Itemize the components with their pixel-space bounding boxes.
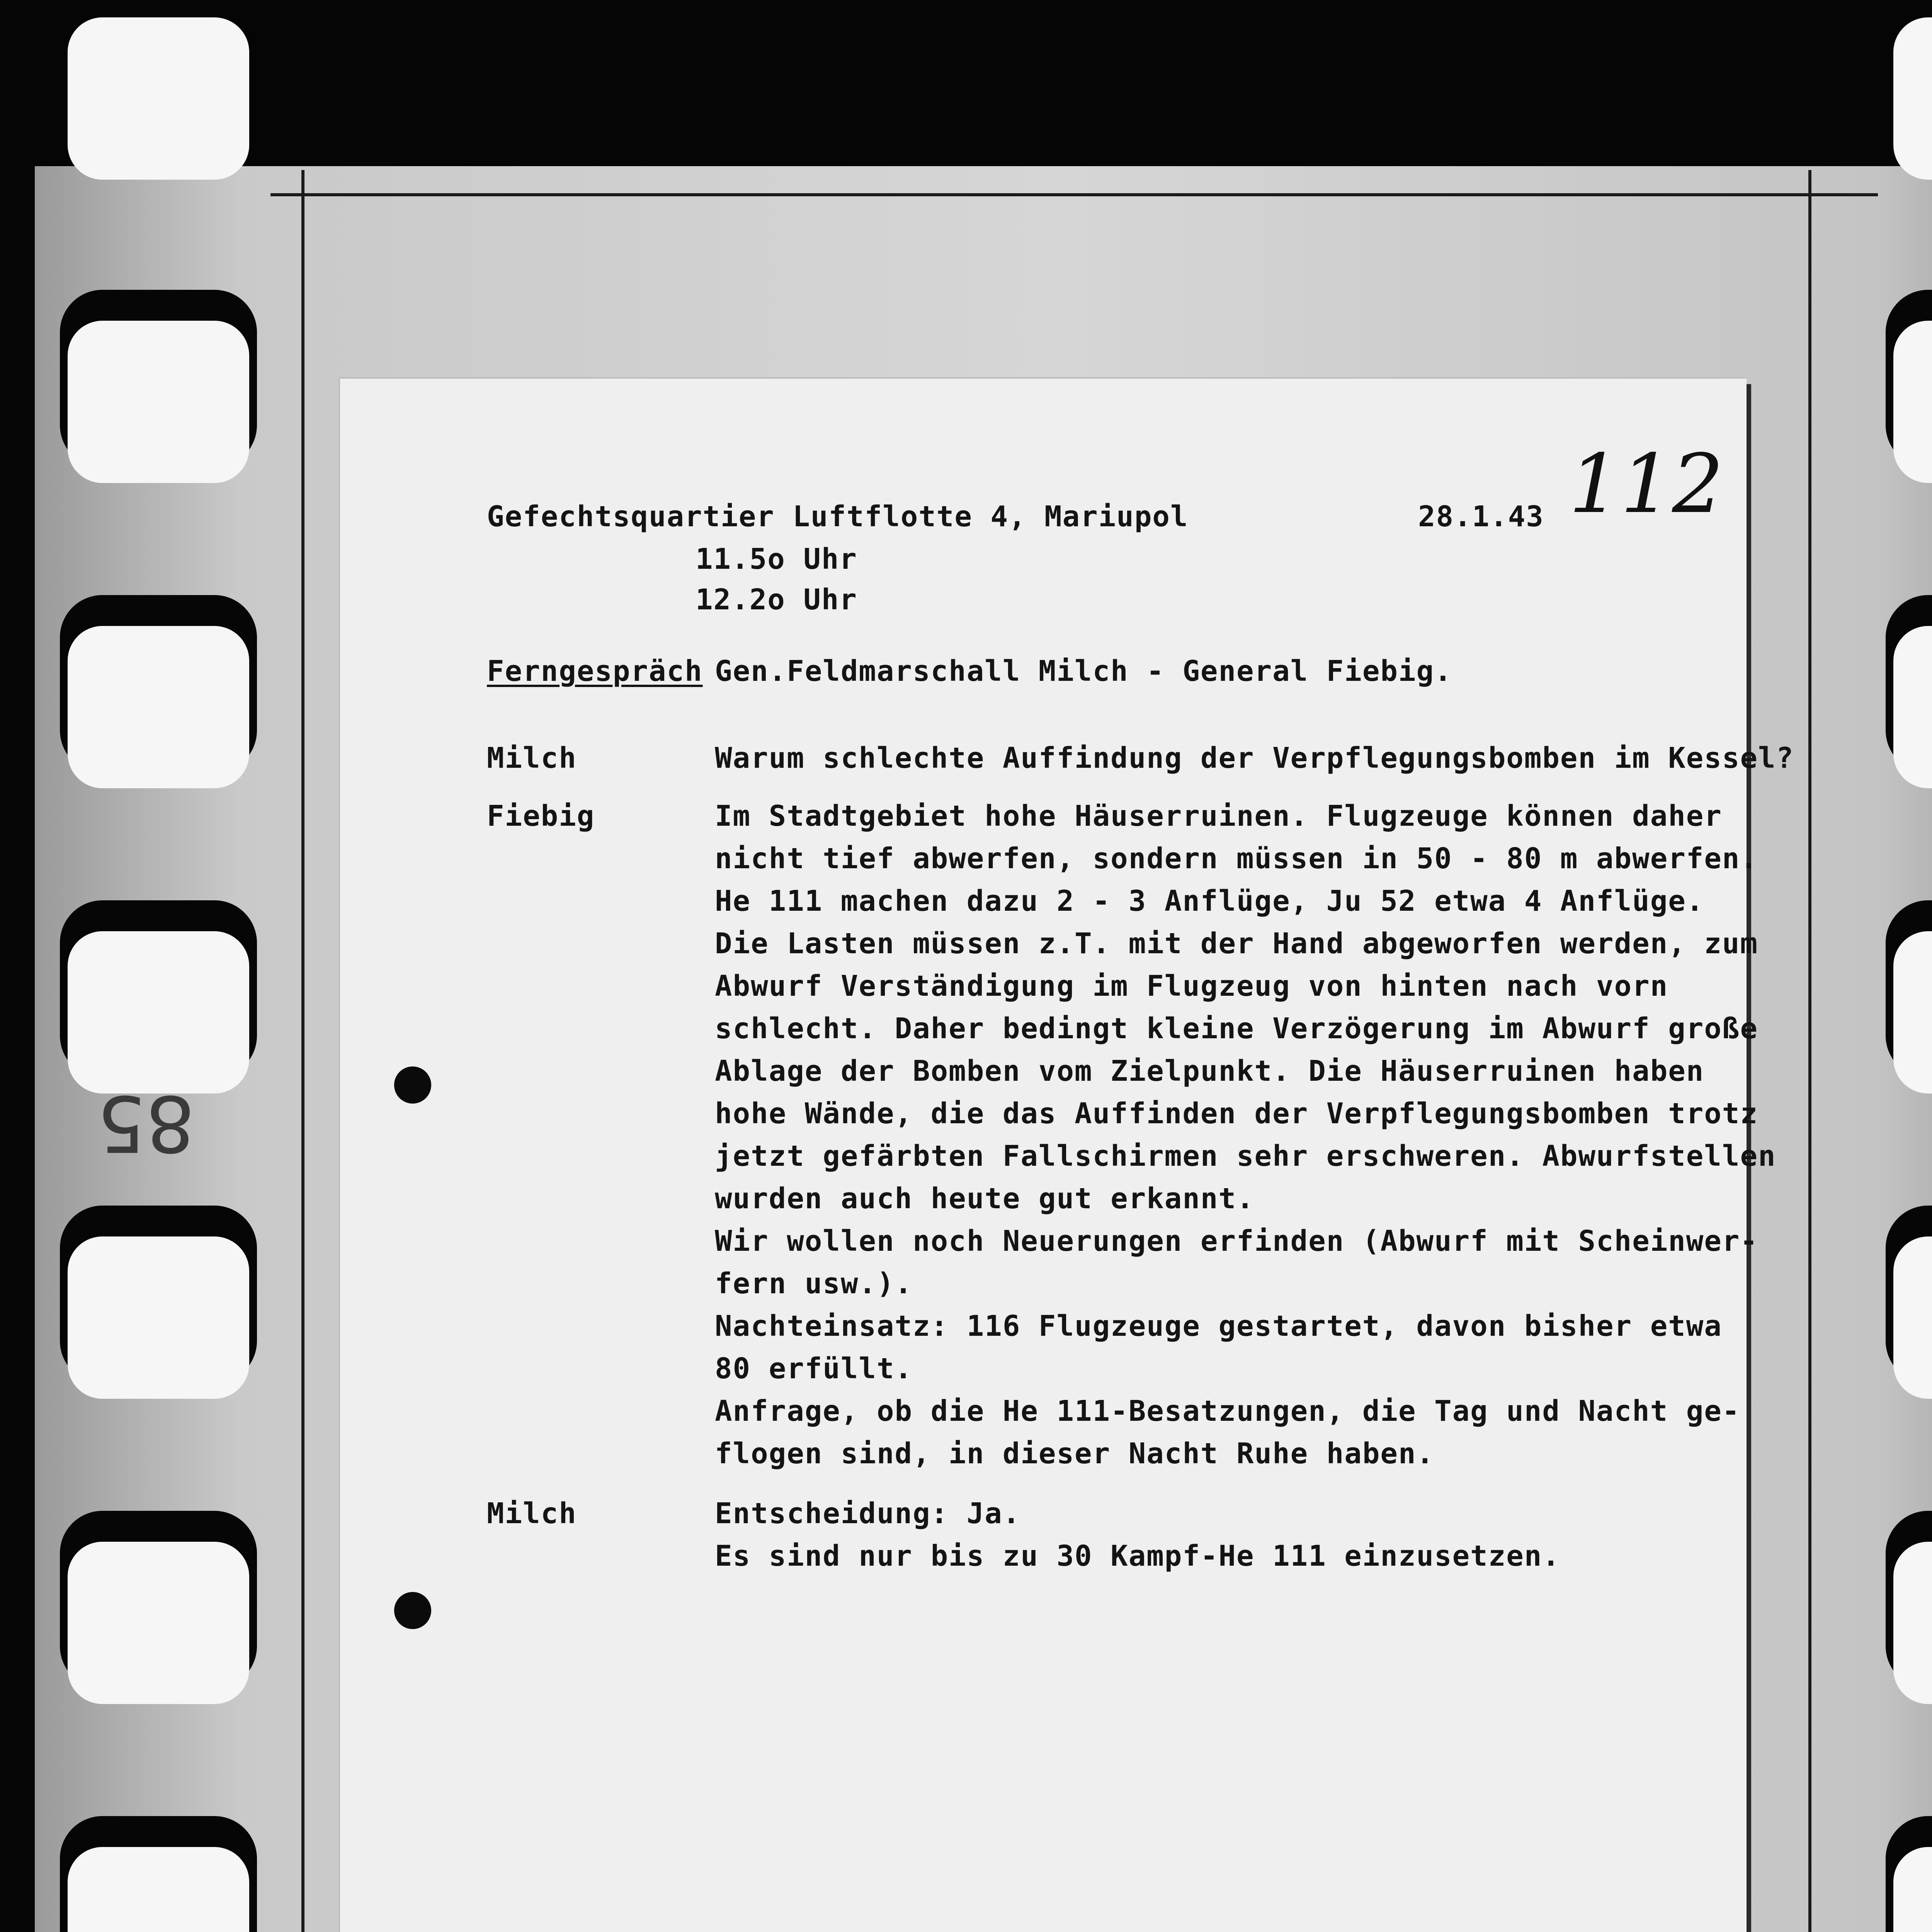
frame-border-left: [301, 170, 304, 1932]
sprocket-hole: [1893, 931, 1932, 1094]
dialogue-line: flogen sind, in dieser Nacht Ruhe haben.: [715, 1437, 1435, 1470]
dialogue-line: Anfrage, ob die He 111-Besatzungen, die Tag und Nacht ge-: [715, 1395, 1740, 1428]
dialogue-line: Entscheidung: Ja.: [715, 1497, 1021, 1530]
subject-text: Gen.Feldmarschall Milch - General Fiebig.: [715, 655, 1452, 688]
dialogue-line: He 111 machen dazu 2 - 3 Anflüge, Ju 52 etwa 4 Anflüge.: [715, 884, 1704, 918]
frame-border-top: [270, 193, 1878, 196]
handwritten-page-number: 112: [1569, 437, 1724, 531]
sprocket-hole: [68, 1236, 249, 1399]
sprocket-hole: [68, 1542, 249, 1704]
sprocket-hole: [1893, 1236, 1932, 1399]
sprocket-hole: [1893, 321, 1932, 483]
subject-label: Ferngespräch: [487, 655, 703, 688]
dialogue-line: hohe Wände, die das Auffinden der Verpflegungsbomben trotz: [715, 1097, 1759, 1130]
frame-border-right: [1808, 170, 1811, 1932]
dialogue-line: Warum schlechte Auffindung der Verpflegungsbomben im Kessel?: [715, 742, 1794, 775]
header-date: 28.1.43: [1418, 500, 1544, 533]
sprocket-hole: [1893, 1542, 1932, 1704]
dialogue-line: wurden auch heute gut erkannt.: [715, 1182, 1255, 1215]
dialogue-line: Die Lasten müssen z.T. mit der Hand abgeworfen werden, zum: [715, 927, 1759, 960]
speaker-name: Milch: [487, 742, 577, 775]
dialogue-line: Wir wollen noch Neuerungen erfinden (Abwurf mit Scheinwer-: [715, 1225, 1759, 1258]
sprocket-hole: [68, 321, 249, 483]
sprocket-hole: [68, 626, 249, 788]
dialogue-line: fern usw.).: [715, 1267, 913, 1300]
sprocket-hole: [68, 1847, 249, 1932]
dialogue-line: Im Stadtgebiet hohe Häuserruinen. Flugzeuge können daher: [715, 799, 1722, 833]
sprocket-hole: [68, 931, 249, 1094]
dialogue-line: schlecht. Daher bedingt kleine Verzögerung im Abwurf große: [715, 1012, 1759, 1045]
film-margin-number: 85: [97, 1078, 195, 1168]
dialogue-line: 80 erfüllt.: [715, 1352, 913, 1385]
header-place: Gefechtsquartier Luftflotte 4, Mariupol: [487, 500, 1189, 533]
punch-hole: [394, 1066, 431, 1104]
dialogue-line: nicht tief abwerfen, sondern müssen in 50 - 80 m abwerfen.: [715, 842, 1759, 875]
header-time-start: 11.5o Uhr: [696, 543, 857, 576]
sprocket-hole: [1893, 17, 1932, 180]
sprocket-hole: [1893, 626, 1932, 788]
dialogue-line: jetzt gefärbten Fallschirmen sehr erschweren. Abwurfstellen: [715, 1139, 1776, 1173]
dialogue-line: Abwurf Verständigung im Flugzeug von hinten nach vorn: [715, 969, 1668, 1003]
punch-hole: [394, 1592, 431, 1629]
speaker-name: Fiebig: [487, 799, 595, 833]
header-time-end: 12.2o Uhr: [696, 583, 857, 616]
dialogue-line: Nachteinsatz: 116 Flugzeuge gestartet, davon bisher etwa: [715, 1310, 1722, 1343]
speaker-name: Milch: [487, 1497, 577, 1530]
dialogue-line: Es sind nur bis zu 30 Kampf-He 111 einzusetzen.: [715, 1539, 1560, 1573]
dialogue-line: Ablage der Bomben vom Zielpunkt. Die Häuserruinen haben: [715, 1054, 1704, 1088]
sprocket-hole: [68, 17, 249, 180]
document-page: [340, 379, 1794, 1932]
